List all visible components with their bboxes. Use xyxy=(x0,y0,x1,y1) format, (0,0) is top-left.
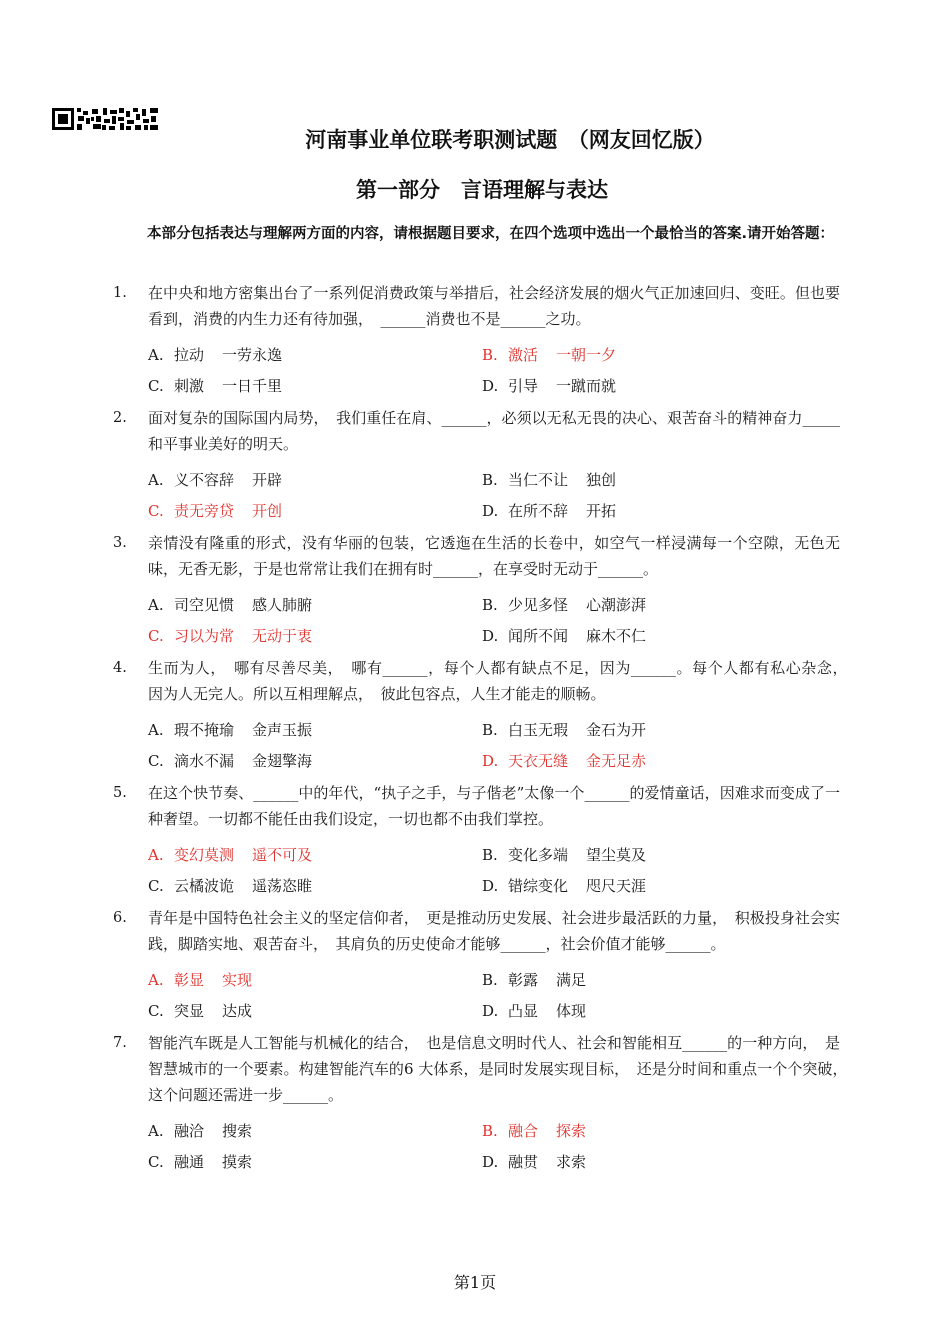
option-letter: B. xyxy=(482,971,498,989)
option-word-1: 云橘波诡 xyxy=(174,877,235,895)
option-letter: A. xyxy=(148,1122,164,1140)
option-correct-answer xyxy=(148,842,482,868)
option-letter: A. xyxy=(148,346,164,364)
option-word-2: 开拓 xyxy=(586,502,617,520)
option-word-2: 体现 xyxy=(556,1002,587,1020)
option-letter: A. xyxy=(148,596,164,614)
option-letter: C. xyxy=(148,377,164,395)
option xyxy=(148,1149,482,1175)
option-correct-answer xyxy=(482,1118,816,1144)
option-letter: D. xyxy=(482,1002,499,1020)
option xyxy=(482,373,816,399)
question-number: 3. xyxy=(113,535,127,551)
option-correct-answer xyxy=(148,498,482,524)
option-correct-answer xyxy=(148,623,482,649)
option-letter: D. xyxy=(482,502,499,520)
option xyxy=(148,748,482,774)
option-word-1: 融通 xyxy=(174,1153,205,1171)
option-word-1: 在所不辞 xyxy=(508,502,569,520)
option-word-1: 当仁不让 xyxy=(508,471,569,489)
option-word-1: 错综变化 xyxy=(508,877,569,895)
option-word-2: 求索 xyxy=(556,1153,587,1171)
option-word-1: 司空见惯 xyxy=(174,596,235,614)
option-word-2: 遥荡恣睢 xyxy=(252,877,313,895)
option-word-1: 彰显 xyxy=(174,971,205,989)
section-title: 第一部分 言语理解与表达 xyxy=(356,178,608,202)
option-word-2: 咫尺天涯 xyxy=(586,877,647,895)
option-word-2: 开创 xyxy=(252,502,283,520)
option xyxy=(482,1149,816,1175)
option-list xyxy=(148,842,840,899)
option-letter: D. xyxy=(482,1153,499,1171)
option-letter: B. xyxy=(482,471,498,489)
option-word-1: 天衣无缝 xyxy=(508,752,569,770)
option-word-1: 白玉无瑕 xyxy=(508,721,569,739)
question-text: 面对复杂的国际国内局势， 我们重任在肩、______，必须以无私无畏的决心、艰苦奋斗的精神奋力_____和平事业美好的明天。 xyxy=(148,409,840,453)
option xyxy=(148,467,482,493)
question-number: 6. xyxy=(113,910,127,926)
option-letter: D. xyxy=(482,877,499,895)
option-word-2: 满足 xyxy=(556,971,587,989)
option-list xyxy=(148,342,840,399)
option-letter: A. xyxy=(148,971,164,989)
option-word-1: 拉动 xyxy=(174,346,205,364)
option xyxy=(482,717,816,743)
option xyxy=(482,967,816,993)
option-word-1: 融合 xyxy=(508,1122,539,1140)
option-word-2: 搜索 xyxy=(222,1122,253,1140)
option-word-1: 融洽 xyxy=(174,1122,205,1140)
option-word-2: 一日千里 xyxy=(222,377,283,395)
option-letter: C. xyxy=(148,627,164,645)
option-letter: A. xyxy=(148,846,164,864)
question-number: 1. xyxy=(113,285,127,301)
option-word-2: 一劳永逸 xyxy=(222,346,283,364)
option xyxy=(482,592,816,618)
option-word-1: 激活 xyxy=(508,346,539,364)
option-letter: B. xyxy=(482,846,498,864)
option-letter: C. xyxy=(148,877,164,895)
option-word-2: 摸索 xyxy=(222,1153,253,1171)
option-word-2: 金石为开 xyxy=(586,721,647,739)
question-list xyxy=(0,280,950,1175)
option xyxy=(482,623,816,649)
option-letter: B. xyxy=(482,721,498,739)
option-word-1: 彰露 xyxy=(508,971,539,989)
option-list xyxy=(148,592,840,649)
option-word-1: 闻所不闻 xyxy=(508,627,569,645)
option-letter: C. xyxy=(148,752,164,770)
option-list xyxy=(148,1118,840,1175)
option-word-1: 融贯 xyxy=(508,1153,539,1171)
option-word-1: 突显 xyxy=(174,1002,205,1020)
option-list xyxy=(148,967,840,1024)
option-word-2: 望尘莫及 xyxy=(586,846,647,864)
option-word-1: 义不容辞 xyxy=(174,471,235,489)
option-letter: D. xyxy=(482,627,499,645)
option xyxy=(482,998,816,1024)
option-word-2: 遥不可及 xyxy=(252,846,313,864)
option-word-1: 责无旁贷 xyxy=(174,502,235,520)
document-title: 河南事业单位联考职测试题 （网友回忆版） xyxy=(305,128,715,152)
option xyxy=(148,373,482,399)
option-word-1: 少见多怪 xyxy=(508,596,569,614)
option-letter: C. xyxy=(148,502,164,520)
option-word-2: 感人肺腑 xyxy=(252,596,313,614)
question-text: 在这个快节奏、______中的年代，“执子之手，与子偕老”太像一个______的爱情童话，因难求而变成了一种奢望。一切都不能任由我们设定，一切也都不由我们掌控。 xyxy=(148,784,840,828)
option-word-2: 金翅擎海 xyxy=(252,752,313,770)
option-correct-answer xyxy=(482,748,816,774)
option-word-2: 金无足赤 xyxy=(586,752,647,770)
question-number: 7. xyxy=(113,1035,127,1051)
option xyxy=(482,498,816,524)
option-word-1: 引导 xyxy=(508,377,539,395)
option-word-2: 麻木不仁 xyxy=(586,627,647,645)
option-list xyxy=(148,717,840,774)
option-word-2: 独创 xyxy=(586,471,617,489)
option-word-2: 探索 xyxy=(556,1122,587,1140)
option-letter: C. xyxy=(148,1153,164,1171)
option-word-1: 变幻莫测 xyxy=(174,846,235,864)
option-letter: D. xyxy=(482,377,499,395)
option-letter: B. xyxy=(482,1122,498,1140)
option-letter: A. xyxy=(148,471,164,489)
question-text: 青年是中国特色社会主义的坚定信仰者， 更是推动历史发展、社会进步最活跃的力量， 积极投身社会实践，脚踏实地、艰苦奋斗， 其肩负的历史使命才能够______，社会价值才能够______。 xyxy=(148,909,840,953)
question-2 xyxy=(113,405,840,524)
page-number: 第1页 xyxy=(453,1273,497,1292)
option xyxy=(148,717,482,743)
option-list xyxy=(148,467,840,524)
option xyxy=(148,873,482,899)
option-correct-answer xyxy=(482,342,816,368)
question-text: 在中央和地方密集出台了一系列促消费政策与举措后，社会经济发展的烟火气正加速回归、变旺。但也要看到，消费的内生力还有待加强， ______消费也不是______之功。 xyxy=(148,284,840,328)
option-letter: A. xyxy=(148,721,164,739)
option-letter: B. xyxy=(482,346,498,364)
option-word-2: 金声玉振 xyxy=(252,721,313,739)
option xyxy=(148,1118,482,1144)
question-7 xyxy=(113,1030,856,1175)
option-word-1: 滴水不漏 xyxy=(174,752,235,770)
option xyxy=(482,873,816,899)
question-6 xyxy=(113,905,840,1024)
section-instructions: 本部分包括表达与理解两方面的内容，请根据题目要求，在四个选项中选出一个最恰当的答案.请开始答题： xyxy=(147,226,835,242)
option-letter: B. xyxy=(482,596,498,614)
question-3 xyxy=(113,530,840,649)
option-word-2: 一朝一夕 xyxy=(556,346,617,364)
question-number: 2. xyxy=(113,410,127,426)
question-5 xyxy=(113,780,840,899)
question-number: 4. xyxy=(113,660,127,676)
option-word-2: 开辟 xyxy=(252,471,283,489)
option xyxy=(148,592,482,618)
option-word-1: 刺激 xyxy=(174,377,205,395)
option-letter: C. xyxy=(148,1002,164,1020)
question-text: 智能汽车既是人工智能与机械化的结合， 也是信息文明时代人、社会和智能相互______的一种方向， 是智慧城市的一个要素。构建智能汽车的6 大体系，是同时发展实现目标， 还是分时间和重点一个个突破， 这个问题还需进一步______。 xyxy=(148,1034,856,1104)
option-correct-answer xyxy=(148,967,482,993)
question-number: 5. xyxy=(113,785,127,801)
option-word-2: 一蹴而就 xyxy=(556,377,617,395)
option xyxy=(148,342,482,368)
option xyxy=(148,998,482,1024)
question-text: 生而为人， 哪有尽善尽美， 哪有______，每个人都有缺点不足，因为______。每个人都有私心杂念， 因为人无完人。所以互相理解点， 彼此包容点，人生才能走的顺畅。 xyxy=(148,659,856,703)
question-text: 亲情没有隆重的形式，没有华丽的包装，它透迤在生活的长卷中，如空气一样浸满每一个空隙，无色无味，无香无影，于是也常常让我们在拥有时______，在享受时无动于______。 xyxy=(148,534,840,578)
option-word-2: 心潮澎湃 xyxy=(586,596,647,614)
option-word-2: 达成 xyxy=(222,1002,253,1020)
option xyxy=(482,467,816,493)
question-1 xyxy=(113,280,840,399)
option-word-1: 习以为常 xyxy=(174,627,235,645)
option-word-1: 变化多端 xyxy=(508,846,569,864)
option xyxy=(482,842,816,868)
option-word-2: 无动于衷 xyxy=(252,627,313,645)
option-word-1: 凸显 xyxy=(508,1002,539,1020)
question-4 xyxy=(113,655,856,774)
option-letter: D. xyxy=(482,752,499,770)
option-word-1: 瑕不掩瑜 xyxy=(174,721,235,739)
option-word-2: 实现 xyxy=(222,971,253,989)
